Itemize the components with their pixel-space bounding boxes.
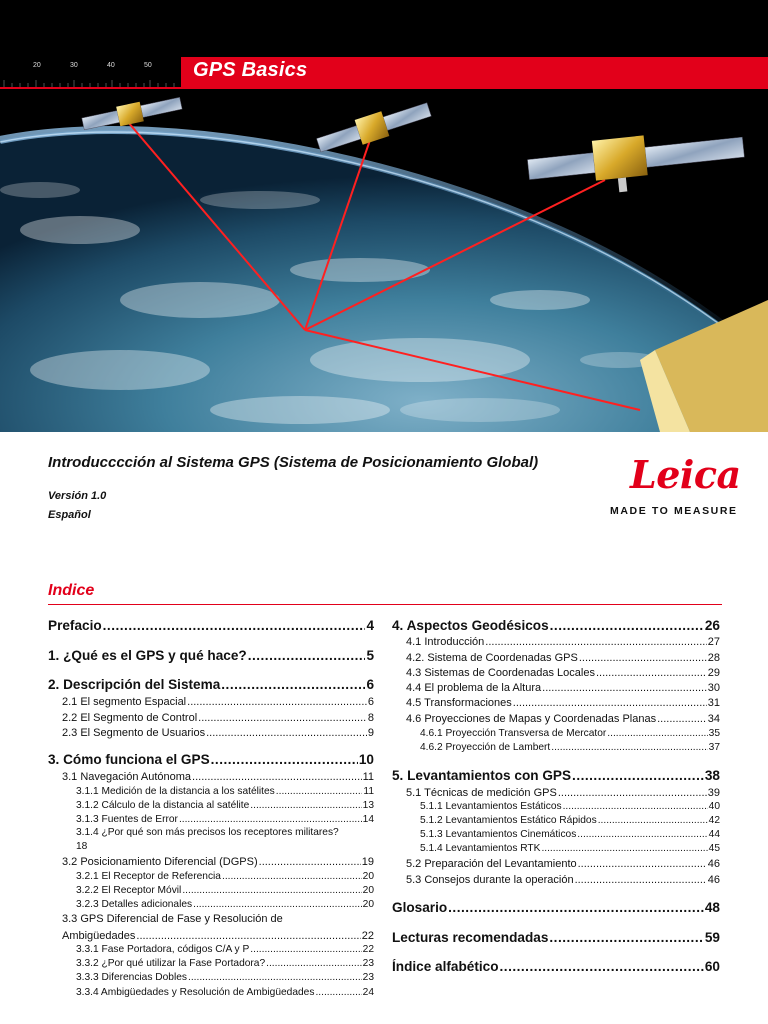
toc-entry[interactable]: 5.1.1 Levantamientos Estáticos ..... 40 [420, 801, 720, 812]
toc-entry[interactable]: Índice alfabético ..... 60 [392, 959, 720, 974]
toc-entry[interactable]: 5. Levantamientos con GPS ..... 38 [392, 768, 720, 783]
toc-entry[interactable]: 3.3.4 Ambigüedades y Resolución de Ambigüedades ..... 24 [76, 987, 374, 998]
toc-entry[interactable]: 1. ¿Qué es el GPS y qué hace? ..... 5 [48, 648, 374, 663]
toc-entry[interactable]: 5.3 Consejos durante la operación ..... 46 [406, 874, 720, 886]
toc-entry[interactable]: 4.1 Introducción ..... 27 [406, 636, 720, 648]
toc-entry[interactable]: Ambigüedades ..... 22 [62, 930, 374, 942]
document-title: GPS Basics [193, 59, 308, 81]
toc-entry[interactable]: 2. Descripción del Sistema ..... 6 [48, 677, 374, 692]
toc-entry[interactable]: 4.6 Proyecciones de Mapas y Coordenadas Planas ..... 34 [406, 713, 720, 725]
toc-entry[interactable]: 3.1.3 Fuentes de Error ..... 14 [76, 814, 374, 825]
toc-entry[interactable]: 4. Aspectos Geodésicos ..... 26 [392, 618, 720, 633]
toc-entry[interactable]: Glosario ..... 48 [392, 900, 720, 915]
toc-entry[interactable]: 4.5 Transformaciones ..... 31 [406, 697, 720, 709]
toc-entry[interactable]: 5.1 Técnicas de medición GPS ..... 39 [406, 787, 720, 799]
toc-entry[interactable]: 4.3 Sistemas de Coordenadas Locales ..... 29 [406, 667, 720, 679]
toc-entry[interactable]: 3.1 Navegación Autónoma ..... 11 [62, 771, 374, 783]
toc-entry[interactable]: 3.3.2 ¿Por qué utilizar la Fase Portadora? ..... 23 [76, 958, 374, 969]
toc-entry[interactable]: 3.1.4 ¿Por qué son más precisos los receptores militares? [76, 827, 339, 838]
toc-entry[interactable]: 3.3 GPS Diferencial de Fase y Resolución de [62, 913, 283, 925]
toc-entry[interactable]: 3.3.1 Fase Portadora, códigos C/A y P ..... 22 [76, 944, 374, 955]
toc-entry[interactable]: 4.4 El problema de la Altura ..... 30 [406, 682, 720, 694]
logo-tagline: MADE TO MEASURE [610, 505, 738, 517]
toc-entry[interactable]: 2.3 El Segmento de Usuarios ..... 9 [62, 727, 374, 739]
ruler-label: 20 [33, 62, 41, 69]
toc-entry[interactable]: 3.2.3 Detalles adicionales ..... 20 [76, 899, 374, 910]
headline: Introducccción al Sistema GPS (Sistema de Posicionamiento Global) [48, 454, 539, 471]
language-label: Español [48, 509, 91, 521]
toc-entry[interactable]: 5.1.2 Levantamientos Estático Rápidos ..... 42 [420, 815, 720, 826]
toc-entry[interactable]: 2.2 El Segmento de Control ..... 8 [62, 712, 374, 724]
toc-entry[interactable]: 3.3.3 Diferencias Dobles ..... 23 [76, 972, 374, 983]
toc-entry[interactable]: 2.1 El segmento Espacial ..... 6 [62, 696, 374, 708]
toc-entry[interactable]: Lecturas recomendadas ..... 59 [392, 930, 720, 945]
index-divider [48, 604, 722, 605]
toc-entry[interactable]: 4.6.2 Proyección de Lambert ..... 37 [420, 742, 720, 753]
toc-entry[interactable]: 3.2 Posicionamiento Diferencial (DGPS) ..... 19 [62, 856, 374, 868]
toc-entry-page: 18 [76, 841, 88, 852]
toc-entry[interactable]: 3.1.1 Medición de la distancia a los satélites ..... 11 [76, 786, 374, 797]
toc-entry[interactable]: 3.2.2 El Receptor Móvil ..... 20 [76, 885, 374, 896]
toc-entry[interactable]: 3.2.1 El Receptor de Referencia ..... 20 [76, 871, 374, 882]
header-banner [0, 0, 768, 432]
toc-entry[interactable]: 4.6.1 Proyección Transversa de Mercator ..... 35 [420, 728, 720, 739]
toc-entry[interactable]: 5.1.4 Levantamientos RTK ..... 45 [420, 843, 720, 854]
ruler-label: 50 [144, 62, 152, 69]
toc-entry[interactable]: 3.1.2 Cálculo de la distancia al satélite ..... 13 [76, 800, 374, 811]
ruler-label: 40 [107, 62, 115, 69]
ruler-label: 30 [70, 62, 78, 69]
toc-entry[interactable]: 5.1.3 Levantamientos Cinemáticos ..... 44 [420, 829, 720, 840]
toc-entry[interactable]: Prefacio ..... 4 [48, 618, 374, 633]
leica-logo: Leica [630, 452, 741, 497]
toc-entry[interactable]: 5.2 Preparación del Levantamiento ..... 46 [406, 858, 720, 870]
version-label: Versión 1.0 [48, 490, 107, 502]
toc-entry[interactable]: 3. Cómo funciona el GPS ..... 10 [48, 752, 374, 767]
index-heading: Indice [48, 582, 95, 599]
toc-entry[interactable]: 4.2. Sistema de Coordenadas GPS ..... 28 [406, 652, 720, 664]
